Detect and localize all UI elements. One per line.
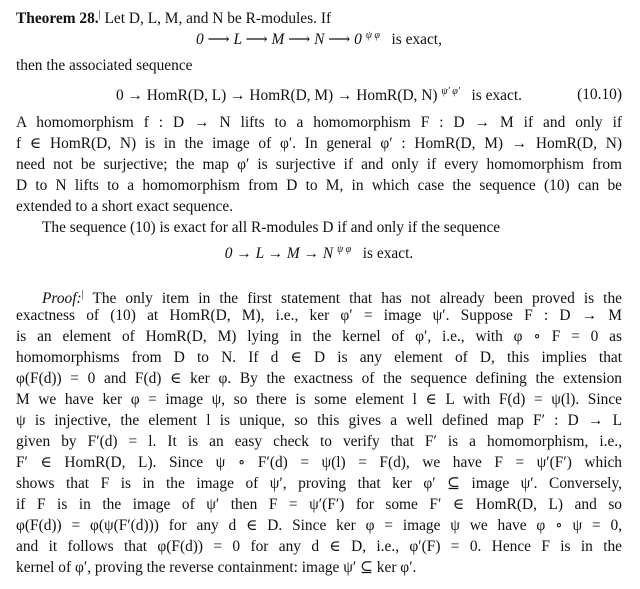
then-line: then the associated sequence <box>16 57 193 74</box>
paragraph-line: extended to a short exact sequence. <box>16 198 234 215</box>
proof-line: M we have ker φ = image ψ, so there is some element l ∈ L with F(d) = ψ(l). Since <box>16 391 622 408</box>
display-sequence-1 <box>16 25 622 55</box>
display-3-suffix: is exact. <box>362 245 414 263</box>
theorem-header: Theorem 28.| Let D, L, M, and N be R-modules. If <box>16 9 332 28</box>
display-2-formula: 0 → HomR(D, L) → HomR(D, M) → HomR(D, N) <box>116 87 438 105</box>
proof <box>16 284 622 578</box>
proof-line: if F is in the image of ψ′ then F = ψ′(F′) for some F′ ∈ HomR(D, L) and so <box>16 496 622 513</box>
proof-line: and it follows that φ(F(d)) = 0 for any d ∈ D, i.e., φ′(F) = 0. Hence F is in the <box>16 538 622 555</box>
display-2-suffix: is exact. <box>471 87 522 105</box>
proof-line: F′ ∈ HomR(D, L). Since ψ ∘ F′(d) = ψ(l) = F(d), we have F = ψ′(F′) which <box>16 454 622 471</box>
proof-line: exactness of (10) at HomR(D, M), i.e., ker φ′ = image ψ′. Suppose F : D → M <box>16 307 622 324</box>
display-2-maps: ψ′ φ′ <box>441 86 460 97</box>
display-3-formula: 0 → L → M → N <box>224 245 334 263</box>
proof-line: shows that F is in the image of ψ′, proving that ker φ′ ⊆ image ψ′. Conversely, <box>16 475 622 492</box>
display-3-maps: ψ φ <box>336 244 352 255</box>
display-1-suffix: is exact, <box>391 31 442 49</box>
display-1-maps: ψ φ <box>365 30 380 41</box>
display-sequence-2 <box>16 76 622 112</box>
paragraph-line: D to N lifts to a homomorphism from D to M, in which case the sequence (10) can be <box>16 177 622 194</box>
proof-line: given by F′(d) = l. It is an easy check to verify that F′ is a homomorphism, i.e., <box>16 433 622 450</box>
proof-line: is an element of HomR(D, M) lying in the kernel of φ′, i.e., with φ ∘ F = 0 as <box>16 328 622 345</box>
page <box>16 4 622 578</box>
proof-line: The only item in the first statement that has not already been proved is the <box>92 290 622 308</box>
proof-line: homomorphisms from D to N. If d ∈ D is any element of D, this implies that <box>16 349 622 366</box>
paragraph-line: need not be surjective; the map φ′ is surjective if and only if every homomorphism from <box>16 156 622 173</box>
proof-line: ψ is injective, the element l is unique, so this gives a well defined map F′ : D → L <box>16 412 622 429</box>
theorem-paragraph-1 <box>16 112 622 217</box>
display-1-formula: 0 ⟶ L ⟶ M ⟶ N ⟶ 0 <box>196 31 362 49</box>
theorem-label: Theorem 28. <box>16 10 99 28</box>
proof-label: Proof: <box>42 290 82 308</box>
paragraph-line: f ∈ HomR(D, N) is in the image of φ′. In general φ′ : HomR(D, M) → HomR(D, N) <box>16 135 622 152</box>
theorem-paragraph-2: The sequence (10) is exact for all R-modules D if and only if the sequence <box>42 219 501 236</box>
proof-line: φ(F(d)) = φ(ψ(F′(d))) for any d ∈ D. Since ker φ = image ψ we have φ ∘ ψ = 0, <box>16 517 622 534</box>
proof-last-line: kernel of φ′, proving the reverse containment: image ψ′ ⊆ ker φ′. <box>16 559 417 576</box>
display-sequence-3 <box>16 238 622 270</box>
theorem-statement: Let D, L, M, and N be R-modules. If <box>104 10 332 28</box>
equation-number: (10.10) <box>577 86 622 103</box>
proof-line: φ(F(d)) = 0 and F(d) ∈ ker φ. By the exactness of the sequence defining the extension <box>16 370 622 387</box>
paragraph-line: A homomorphism f : D → N lifts to a homomorphism F : D → M if and only if <box>16 114 622 131</box>
proof-first-line: Proof:| The only item in the first statement that has not already been proved is the <box>42 289 622 308</box>
